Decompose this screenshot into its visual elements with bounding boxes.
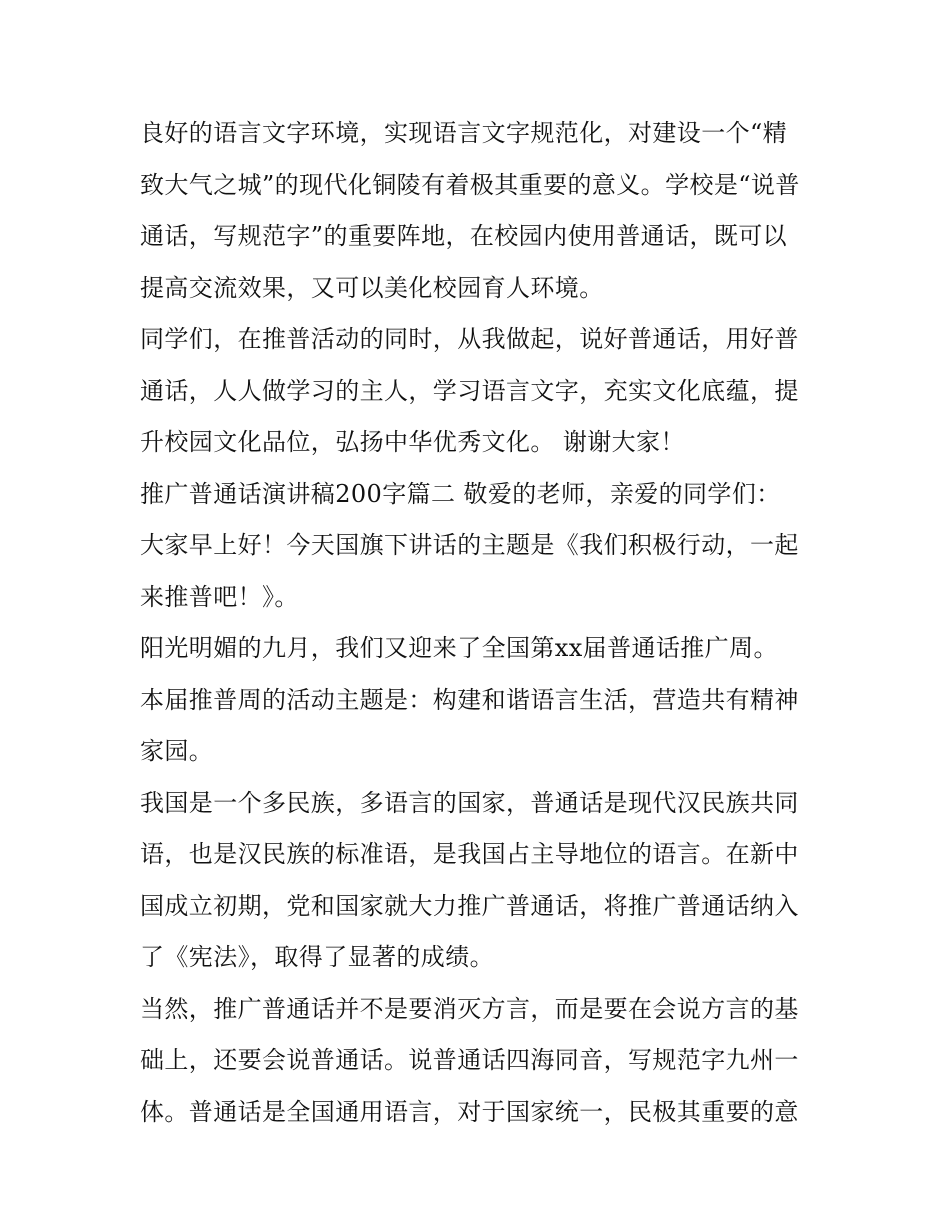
text-line: 我国是一个多民族，多语言的国家，普通话是现代汉民族共同 [140, 788, 799, 817]
text-line: 致大气之城”的现代化铜陵有着极其重要的意义。学校是“说普 [140, 170, 800, 199]
text-line: 国成立初期，党和国家就大力推广普通话，将推广普通话纳入 [140, 891, 799, 920]
text-line: 同学们，在推普活动的同时，从我做起，说好普通话，用好普 [140, 325, 799, 353]
document-body [140, 108, 820, 1138]
text-line: 体。普通话是全国通用语言，对于国家统一，民极其重要的意 [140, 1097, 799, 1126]
text-line: 大家早上好！今天国旗下讲话的主题是《我们积极行动，一起 [140, 531, 799, 559]
text-line: 提高交流效果，又可以美化校园育人环境。 [140, 273, 604, 302]
text-line: 了《宪法》，取得了显著的成绩。 [140, 943, 494, 971]
text-line: 升校园文化品位，弘扬中华优秀文化。 谢谢大家！ [140, 428, 685, 456]
text-line: 阳光明媚的九月，我们又迎来了全国第xx届普通话推广周。 [140, 634, 778, 662]
text-line: 通话，写规范字”的重要阵地，在校园内使用普通话，既可以 [140, 222, 788, 250]
text-line: 来推普吧！》。 [140, 582, 299, 611]
text-line: 础上，还要会说普通话。说普通话四海同音，写规范字九州一 [140, 1046, 799, 1074]
text-line: 良好的语言文字环境，实现语言文字规范化，对建设一个“精 [140, 119, 788, 147]
section-heading-line: 推广普通话演讲稿200字篇二 敬爱的老师，亲爱的同学们： [140, 479, 781, 508]
text-line: 语，也是汉民族的标准语，是我国占主导地位的语言。在新中 [140, 840, 799, 868]
text-line: 家园。 [140, 737, 214, 765]
text-line: 当然，推广普通话并不是要消灭方言，而是要在会说方言的基 [140, 994, 799, 1023]
text-line: 本届推普周的活动主题是：构建和谐语言生活，营造共有精神 [140, 685, 799, 714]
text-line: 通话，人人做学习的主人，学习语言文字，充实文化底蕴，提 [140, 376, 799, 405]
